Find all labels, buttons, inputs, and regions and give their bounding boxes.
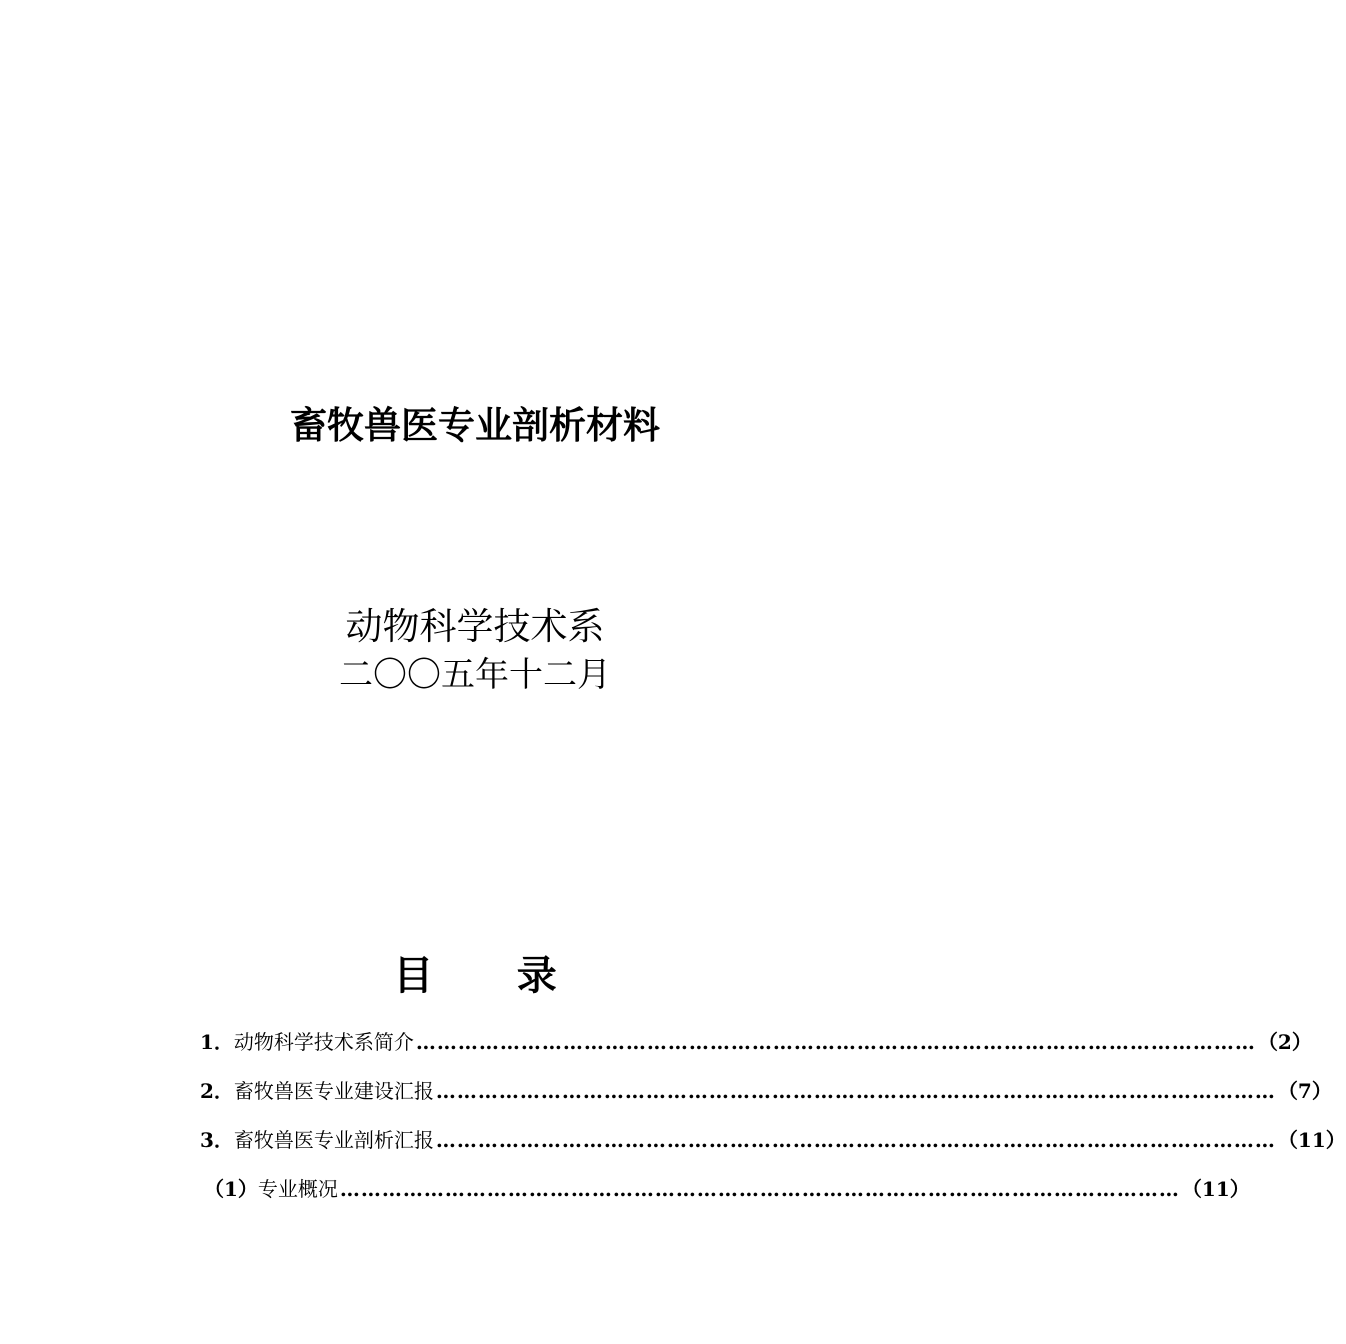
toc-leader-dots: ………………………………………………………………………………………………………… bbox=[435, 1128, 1276, 1152]
toc-item-page: （2） bbox=[1257, 1030, 1312, 1054]
table-of-contents bbox=[200, 1026, 1346, 1222]
toc-item-number: 2． bbox=[200, 1079, 234, 1103]
toc-item-page: （7） bbox=[1277, 1079, 1332, 1103]
toc-item-text: 畜牧兽医专业剖析汇报 bbox=[233, 1128, 434, 1152]
department-name: 动物科学技术系 bbox=[345, 605, 605, 648]
toc-item bbox=[200, 1075, 1332, 1124]
toc-item-number: 3． bbox=[200, 1128, 234, 1152]
toc-item-number: 1． bbox=[200, 1030, 234, 1054]
toc-leader-dots: ………………………………………………………………………………………………………… bbox=[339, 1177, 1180, 1201]
toc-item-text: 畜牧兽医专业建设汇报 bbox=[233, 1079, 434, 1103]
document-title: 畜牧兽医专业剖析材料 bbox=[290, 404, 660, 447]
toc-item-text: 专业概况 bbox=[257, 1177, 338, 1201]
document-date: 二〇〇五年十二月 bbox=[339, 655, 611, 695]
toc-item-number: （1） bbox=[204, 1177, 258, 1201]
toc-item bbox=[200, 1124, 1346, 1173]
toc-item bbox=[200, 1026, 1312, 1075]
toc-item-text: 动物科学技术系简介 bbox=[233, 1030, 414, 1054]
toc-leader-dots: ………………………………………………………………………………………………………… bbox=[415, 1030, 1256, 1054]
toc-leader-dots: ………………………………………………………………………………………………………… bbox=[435, 1079, 1276, 1103]
toc-heading: 目 录 bbox=[393, 953, 557, 999]
toc-item-page: （11） bbox=[1181, 1177, 1250, 1201]
toc-item bbox=[200, 1173, 1250, 1222]
toc-item-page: （11） bbox=[1277, 1128, 1346, 1152]
